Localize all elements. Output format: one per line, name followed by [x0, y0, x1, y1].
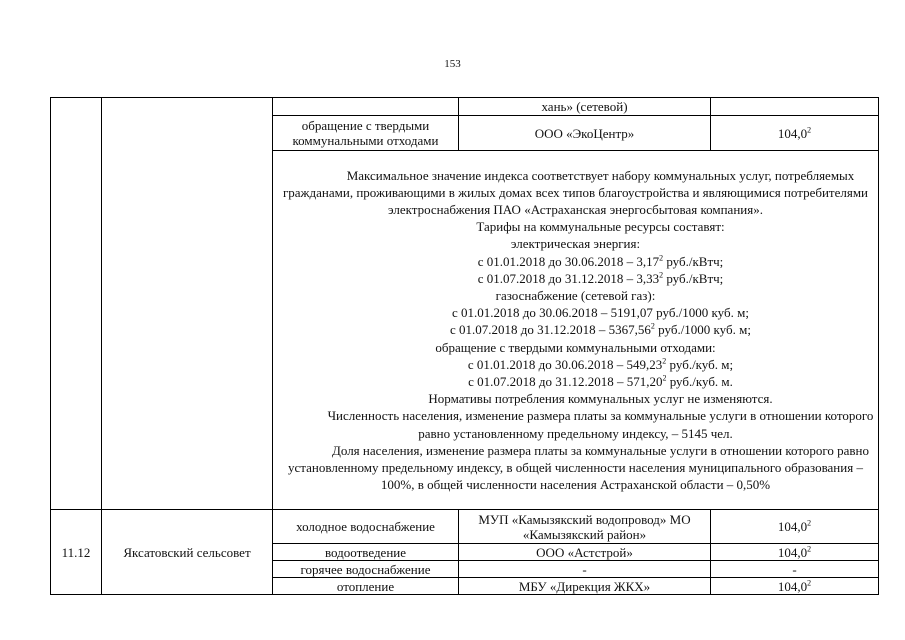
municipality-cell: Яксатовский сельсовет — [102, 510, 273, 595]
service-cell — [273, 98, 459, 116]
service-cell: холодное водоснабжение — [273, 510, 459, 544]
tariff-line: с 01.07.2018 до 31.12.2018 – 3,33$^2$ руб./кВтч; — [477, 270, 724, 286]
index-cell: 104,0$^2$ — [711, 116, 879, 151]
row-number-cell — [51, 98, 102, 510]
service-cell: горячее водоснабжение — [273, 561, 459, 578]
tariff-line: с 01.01.2018 до 30.06.2018 – 3,17$^2$ руб./кВтч; — [477, 253, 724, 269]
row-number-cell: 11.12 — [51, 510, 102, 595]
tariff-line: с 01.07.2018 до 31.12.2018 – 571,20$^2$ руб./куб. м. — [468, 373, 733, 389]
index-cell: - — [711, 561, 879, 578]
index-cell: 104,0$^2$ — [711, 578, 879, 595]
tariff-heading: электрическая энергия: — [510, 236, 641, 252]
tariff-table — [50, 97, 879, 595]
provider-cell: - — [459, 561, 711, 578]
index-cell — [711, 98, 879, 116]
paragraph: Максимальное значение индекса соответствует набору коммунальных услуг, потребляемых гражданами, проживающими в жилых домах всех типов благоустройства и являющимися потребителями электроснабжения ПАО «Астраханская энергосбытовая компания». — [282, 167, 869, 217]
table-row — [51, 510, 879, 544]
tariff-heading: обращение с твердыми коммунальными отходами: — [435, 339, 716, 355]
provider-cell: МБУ «Дирекция ЖКХ» — [459, 578, 711, 595]
paragraph: Тарифы на коммунальные ресурсы составят: — [476, 219, 725, 235]
paragraph: Доля населения, изменение размера платы за коммунальные услуги в отношении которого равно установленному предельному индексу, в общей численности населения муниципального образования – 100%, в общей численности населения Астраханской области – 0,50% — [288, 442, 869, 493]
tariff-line: с 01.01.2018 до 30.06.2018 – 5191,07 руб./1000 куб. м; — [452, 305, 749, 321]
index-cell: 104,0$^2$ — [711, 510, 879, 544]
service-cell: отопление — [273, 578, 459, 595]
provider-cell: ООО «Астстрой» — [459, 544, 711, 561]
index-explanation — [273, 151, 879, 510]
provider-cell: МУП «Камызякский водопровод» МО «Камызякский район» — [459, 510, 711, 544]
municipality-cell — [102, 98, 273, 510]
tariff-heading: газоснабжение (сетевой газ): — [495, 287, 656, 303]
provider-cell: хань» (сетевой) — [459, 98, 711, 116]
service-cell: обращение с твердыми коммунальными отходами — [273, 116, 459, 151]
paragraph: Нормативы потребления коммунальных услуг не изменяются. — [428, 391, 773, 407]
provider-cell: ООО «ЭкоЦентр» — [459, 116, 711, 151]
index-cell: 104,0$^2$ — [711, 544, 879, 561]
tariff-line: с 01.01.2018 до 30.06.2018 – 549,23$^2$ руб./куб. м; — [467, 356, 734, 372]
tariff-line: с 01.07.2018 до 31.12.2018 – 5367,56$^2$ руб./1000 куб. м; — [450, 322, 751, 338]
table-row — [51, 98, 879, 116]
paragraph: Численность населения, изменение размера платы за коммунальные услуги в отношении которого равно установленному предельному индексу, – 5145 чел. — [327, 408, 874, 441]
page-number: 153 — [444, 58, 461, 70]
service-cell: водоотведение — [273, 544, 459, 561]
